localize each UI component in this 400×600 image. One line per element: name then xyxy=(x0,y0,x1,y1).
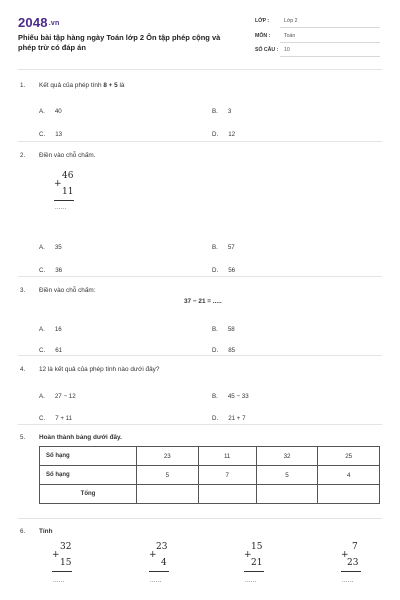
question-4-number: 4. xyxy=(20,366,26,373)
subject-underline xyxy=(280,42,380,43)
site-logo[interactable] xyxy=(18,15,59,30)
option-letter: A. xyxy=(39,393,45,400)
option-value: 36 xyxy=(55,267,63,274)
q6-problem-4-top: 7 xyxy=(352,542,358,552)
option-letter: B. xyxy=(212,326,218,333)
table-cell: 7 xyxy=(198,466,256,485)
q6-problem-2-bottom: 4 xyxy=(161,558,167,568)
q6-problem-4-bottom: 23 xyxy=(347,558,359,568)
option-value: 13 xyxy=(55,131,63,138)
table-row xyxy=(40,466,380,485)
option-value: 35 xyxy=(54,244,62,251)
table-cell: 32 xyxy=(256,447,318,466)
logo-suffix: .vn xyxy=(48,20,60,28)
question-2-text: Điền vào chỗ chấm. xyxy=(39,152,96,159)
question-2-divider xyxy=(18,276,382,277)
table-row-label: Số hạng xyxy=(40,447,137,466)
question-2-option-b[interactable] xyxy=(212,236,235,254)
table-row-label: Tổng xyxy=(40,485,137,504)
count-value: 10 xyxy=(284,47,290,53)
table-cell: 5 xyxy=(256,466,318,485)
q6-problem-2-plus: + xyxy=(149,550,157,560)
option-letter: C. xyxy=(39,415,46,422)
option-value: 57 xyxy=(227,244,235,251)
option-letter: D. xyxy=(212,415,219,422)
option-value: 27 − 12 xyxy=(54,393,76,400)
option-value: 61 xyxy=(55,347,63,354)
question-4-divider xyxy=(18,424,382,425)
question-2-option-a[interactable] xyxy=(39,236,62,254)
q6-problem-1-bottom: 15 xyxy=(60,558,72,568)
option-letter: A. xyxy=(39,108,45,115)
option-value: 16 xyxy=(54,326,62,333)
table-cell: 5 xyxy=(137,466,199,485)
logo-text: 2048 xyxy=(18,15,48,30)
option-value: 56 xyxy=(228,267,236,274)
option-value: 85 xyxy=(228,347,236,354)
question-1-text-pre: Kết quả của phép tính xyxy=(39,82,104,89)
question-5-divider xyxy=(18,518,382,519)
header-divider xyxy=(18,69,382,70)
q6-problem-4-line xyxy=(341,571,361,572)
question-1-option-b[interactable] xyxy=(212,100,231,118)
option-letter: B. xyxy=(212,108,218,115)
option-value: 3 xyxy=(227,108,232,115)
option-letter: B. xyxy=(212,244,218,251)
question-4-option-c[interactable] xyxy=(39,407,72,425)
q6-problem-1-blank[interactable]: ...... xyxy=(53,578,65,584)
table-answer-cell[interactable] xyxy=(137,485,199,504)
count-label: SỐ CÂU : xyxy=(255,47,279,53)
q6-problem-3-top: 15 xyxy=(251,542,263,552)
option-letter: D. xyxy=(212,347,219,354)
question-2-number: 2. xyxy=(20,152,26,159)
option-letter: D. xyxy=(212,267,219,274)
table-row xyxy=(40,447,380,466)
question-1-divider xyxy=(18,141,382,142)
q6-problem-1-line xyxy=(52,571,72,572)
question-1-text-post: là xyxy=(117,82,125,89)
option-value: 7 + 11 xyxy=(55,415,73,422)
question-5-text: Hoàn thành bảng dưới đây. xyxy=(39,434,122,441)
question-2-option-d[interactable] xyxy=(212,259,235,277)
question-4-option-a[interactable] xyxy=(39,385,76,403)
question-1-text xyxy=(39,82,124,89)
q6-problem-3-bottom: 21 xyxy=(251,558,263,568)
question-6-number: 6. xyxy=(20,528,26,535)
option-letter: A. xyxy=(39,326,45,333)
q6-problem-3-line xyxy=(244,571,264,572)
question-3-divider xyxy=(18,355,382,356)
question-1-option-c[interactable] xyxy=(39,123,62,141)
option-letter: C. xyxy=(39,267,46,274)
question-3-expression: 37 − 21 = ..... xyxy=(184,298,222,305)
table-cell: 4 xyxy=(318,466,380,485)
subject-value: Toán xyxy=(284,33,296,39)
class-value: Lớp 2 xyxy=(284,18,298,24)
question-2-answer-blank[interactable]: ...... xyxy=(55,205,67,211)
option-value: 12 xyxy=(228,131,236,138)
sum-table xyxy=(39,446,380,504)
q6-problem-4-plus: + xyxy=(341,550,349,560)
question-2-bottom-number: 11 xyxy=(62,187,74,197)
option-value: 21 + 7 xyxy=(228,415,246,422)
question-3-option-a[interactable] xyxy=(39,318,62,336)
table-cell: 25 xyxy=(318,447,380,466)
option-letter: A. xyxy=(39,244,45,251)
class-label: LỚP : xyxy=(255,18,270,24)
option-letter: C. xyxy=(39,131,46,138)
question-1-expression: 8 + 5 xyxy=(103,82,118,89)
table-row-label: Số hạng xyxy=(40,466,137,485)
question-2-option-c[interactable] xyxy=(39,259,62,277)
question-2-sum-line xyxy=(54,200,74,201)
option-letter: B. xyxy=(212,393,218,400)
q6-problem-4-blank[interactable]: ...... xyxy=(342,578,354,584)
question-5-number: 5. xyxy=(20,434,26,441)
class-underline xyxy=(280,27,380,28)
q6-problem-1-plus: + xyxy=(52,550,60,560)
option-value: 40 xyxy=(54,108,62,115)
question-6-text: Tính xyxy=(39,528,53,535)
option-value: 45 − 33 xyxy=(227,393,249,400)
question-1-option-a[interactable] xyxy=(39,100,62,118)
question-3-number: 3. xyxy=(20,287,26,294)
table-answer-cell[interactable] xyxy=(198,485,256,504)
q6-problem-2-blank[interactable]: ...... xyxy=(150,578,162,584)
question-4-option-b[interactable] xyxy=(212,385,249,403)
q6-problem-3-plus: + xyxy=(244,550,252,560)
table-answer-cell[interactable] xyxy=(318,485,380,504)
table-answer-cell[interactable] xyxy=(256,485,318,504)
question-3-option-b[interactable] xyxy=(212,318,235,336)
q6-problem-2-line xyxy=(149,571,169,572)
option-letter: D. xyxy=(212,131,219,138)
worksheet-title: Phiếu bài tập hàng ngày Toán lớp 2 Ôn tập phép cộng và phép trừ có đáp án xyxy=(18,33,221,52)
subject-label: MÔN : xyxy=(255,33,271,39)
q6-problem-2-top: 23 xyxy=(156,542,168,552)
question-4-text: 12 là kết quả của phép tính nào dưới đây? xyxy=(39,366,160,373)
q6-problem-3-blank[interactable]: ...... xyxy=(245,578,257,584)
option-letter: C. xyxy=(39,347,46,354)
count-underline xyxy=(280,56,380,57)
question-2-top-number: 46 xyxy=(62,171,74,181)
option-value: 58 xyxy=(227,326,235,333)
question-2-plus-sign: + xyxy=(54,179,62,189)
table-row xyxy=(40,485,380,504)
q6-problem-1-top: 32 xyxy=(60,542,72,552)
table-cell: 23 xyxy=(137,447,199,466)
question-1-option-d[interactable] xyxy=(212,123,235,141)
question-3-text: Điền vào chỗ chấm: xyxy=(39,287,96,294)
question-1-number: 1. xyxy=(20,82,26,89)
question-4-option-d[interactable] xyxy=(212,407,246,425)
table-cell: 11 xyxy=(198,447,256,466)
